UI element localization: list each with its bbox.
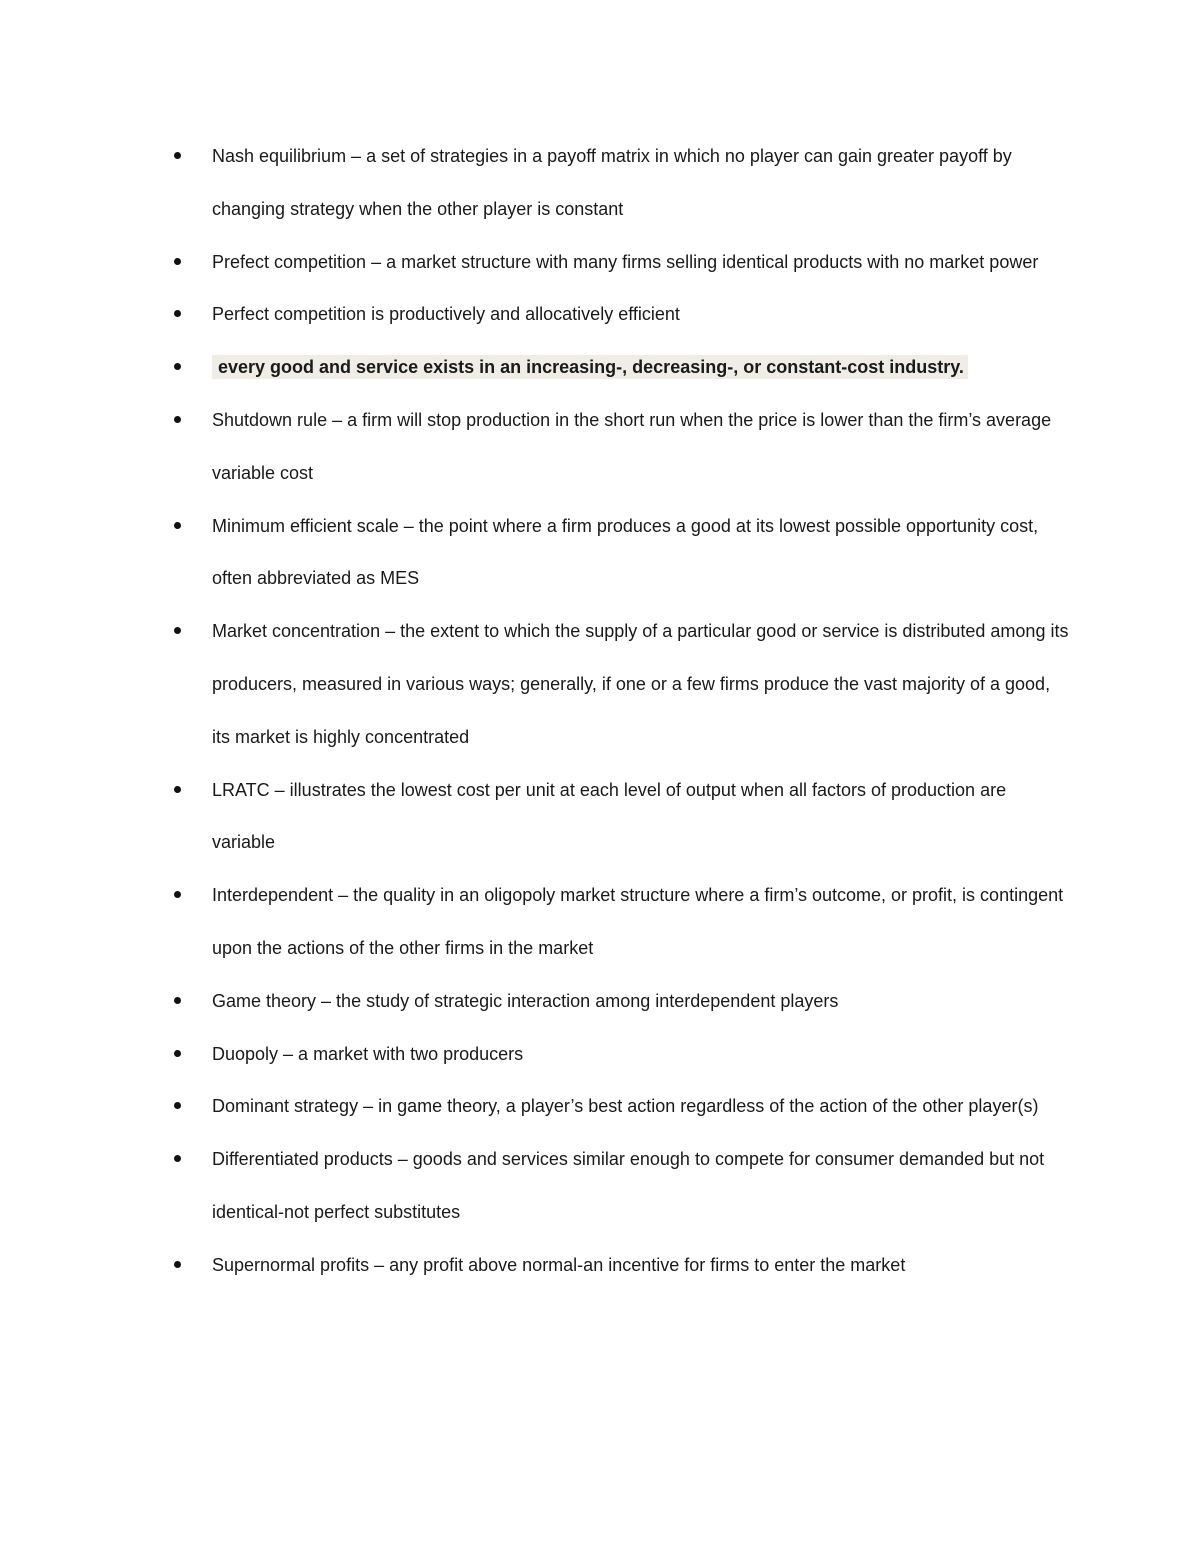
bullet-icon	[174, 310, 181, 317]
list-item-text: Minimum efficient scale – the point where a firm produces a good at its lowest possible opportunity cost, often abbreviated as MES	[212, 515, 1039, 589]
list-item-text: Duopoly – a market with two producers	[212, 1043, 524, 1064]
list-item-shutdown-rule	[212, 394, 1072, 500]
bullet-icon	[174, 522, 181, 529]
list-item-game-theory	[212, 975, 1072, 1028]
list-item-market-concentration	[212, 605, 1072, 763]
definitions-list	[212, 130, 1072, 1292]
list-item-dominant-strategy	[212, 1080, 1072, 1133]
list-item-cost-industry-highlighted	[212, 341, 1072, 394]
list-item-perfect-competition	[212, 236, 1072, 289]
list-item-text: Interdependent – the quality in an oligopoly market structure where a firm’s outcome, or profit, is contingent upon the actions of the other firms in the market	[212, 885, 1064, 958]
bullet-icon	[174, 258, 181, 265]
bullet-icon	[174, 1155, 181, 1162]
bullet-icon	[174, 152, 181, 159]
bullet-icon	[174, 891, 181, 898]
list-item-duopoly	[212, 1028, 1072, 1081]
list-item-text: Perfect competition is productively and allocatively efficient	[212, 304, 680, 325]
bullet-icon	[174, 1261, 181, 1268]
list-item-text: LRATC – illustrates the lowest cost per unit at each level of output when all factors of production are variable	[212, 779, 1007, 853]
bullet-icon	[174, 627, 181, 634]
list-item-lratc	[212, 764, 1072, 870]
list-item-differentiated-products	[212, 1133, 1072, 1239]
bullet-icon	[174, 1050, 181, 1057]
list-item-supernormal-profits	[212, 1239, 1072, 1292]
bullet-icon	[174, 1102, 181, 1109]
list-item-text: Shutdown rule – a firm will stop production in the short run when the price is lower than the firm’s average variable cost	[212, 409, 1052, 483]
list-item-text: Dominant strategy – in game theory, a player’s best action regardless of the action of the other player(s)	[212, 1096, 1039, 1117]
list-item-text: every good and service exists in an increasing-, decreasing-, or constant-cost industry.	[212, 355, 968, 379]
list-item-text: Market concentration – the extent to which the supply of a particular good or service is distributed among its producers, measured in various ways; generally, if one or a few firms produce the vast majority of a good, its market is highly concentrated	[212, 621, 1069, 747]
list-item-text: Differentiated products – goods and services similar enough to compete for consumer demanded but not identical-not perfect substitutes	[212, 1149, 1045, 1222]
list-item-minimum-efficient-scale	[212, 500, 1072, 606]
bullet-icon	[174, 786, 181, 793]
list-item-nash-equilibrium	[212, 130, 1072, 236]
list-item-text: Supernormal profits – any profit above normal-an incentive for firms to enter the market	[212, 1254, 906, 1275]
bullet-icon	[174, 363, 181, 370]
list-item-text: Nash equilibrium – a set of strategies in a payoff matrix in which no player can gain greater payoff by changing strategy when the other player is constant	[212, 146, 1012, 219]
bullet-icon	[174, 997, 181, 1004]
list-item-efficiency	[212, 288, 1072, 341]
list-item-text: Prefect competition – a market structure with many firms selling identical products with no market power	[212, 251, 1039, 272]
list-item-interdependent	[212, 869, 1072, 975]
bullet-icon	[174, 416, 181, 423]
list-item-text: Game theory – the study of strategic interaction among interdependent players	[212, 990, 839, 1011]
